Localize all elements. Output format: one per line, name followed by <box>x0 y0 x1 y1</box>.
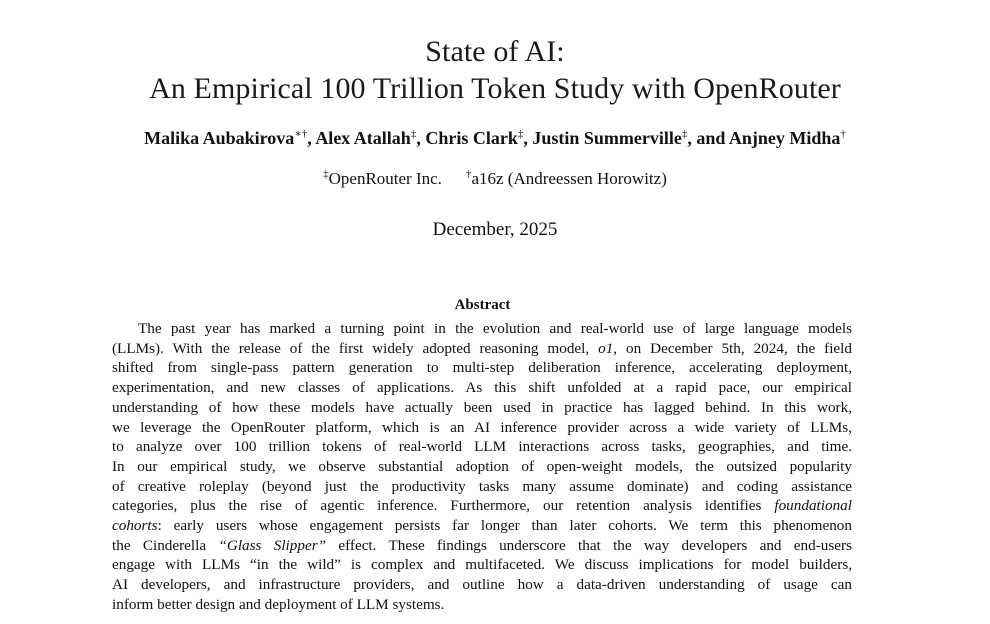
author-affiliation-mark: † <box>840 128 846 140</box>
author-affiliation-mark: ‡ <box>517 128 524 140</box>
author-list <box>0 124 990 152</box>
abstract-line <box>112 555 852 575</box>
abstract-line <box>112 437 852 457</box>
author-separator: , <box>416 128 426 148</box>
abstract-text: AI developers, and infrastructure providers, and outline how a data-driven understanding of usage can <box>112 576 852 594</box>
abstract-text: categories, plus the rise of agentic inference. Furthermore, our retention analysis identifies <box>112 497 775 515</box>
abstract-text: the Cinderella <box>112 536 219 554</box>
abstract-text: to analyze over 100 trillion tokens of real-world LLM interactions across tasks, geographies, and time. <box>112 438 852 456</box>
affiliation-mark: ‡ <box>323 168 329 180</box>
author-affiliation-mark: ‡ <box>681 128 688 140</box>
abstract-text: shifted from single-pass pattern generation to multi-step deliberation inference, accelerating deployment, <box>112 359 852 377</box>
author-affiliation-mark: ∗† <box>294 128 308 140</box>
paper-title-line-2: An Empirical 100 Trillion Token Study with OpenRouter <box>149 72 841 105</box>
abstract-emphasis: foundational <box>774 497 852 515</box>
abstract-text: of creative roleplay (beyond just the productivity tasks many assume dominate) and coding assistance <box>112 477 852 495</box>
abstract-text: engage with LLMs “in the wild” is complex and multifaceted. We discuss implications for model builders, <box>112 556 852 574</box>
author-separator: , <box>307 128 316 148</box>
abstract-heading: Abstract <box>454 297 511 313</box>
affiliation-name: OpenRouter Inc. <box>328 169 442 188</box>
abstract-emphasis: “Glass Slipper” <box>218 536 327 554</box>
abstract-emphasis: o1 <box>598 339 614 357</box>
abstract-text: effect. These findings underscore that the way developers and end-users <box>326 536 853 554</box>
abstract-line <box>112 496 852 516</box>
abstract-line <box>112 398 852 418</box>
author-name: Malika Aubakirova <box>144 128 295 148</box>
abstract-text: The past year has marked a turning point in the evolution and real-world use of large language models <box>138 320 852 337</box>
abstract-line <box>112 319 852 339</box>
author-separator: , <box>523 128 533 148</box>
abstract-line <box>112 457 852 477</box>
paper-title-line-1: State of AI: <box>425 35 565 68</box>
author-name: Chris Clark <box>425 128 518 148</box>
abstract-line <box>112 339 852 359</box>
abstract-line <box>112 418 852 438</box>
abstract-line <box>112 575 852 595</box>
abstract-text: In our empirical study, we observe substantial adoption of open-weight models, the outsized popularity <box>112 457 852 475</box>
abstract-text: we leverage the OpenRouter platform, which is an AI inference provider across a wide variety of LLMs, <box>112 418 852 436</box>
author-name: Alex Atallah <box>315 128 411 148</box>
abstract-text: (LLMs). With the release of the first widely adopted reasoning model, <box>112 339 599 357</box>
abstract-text: inform better design and deployment of LLM systems. <box>112 595 445 613</box>
affiliation-list <box>0 165 990 193</box>
abstract-line <box>112 477 852 497</box>
abstract-text: : early users whose engagement persists far longer than later cohorts. We term this phenomenon <box>157 517 852 535</box>
author-name: Justin Summerville <box>532 128 682 148</box>
abstract-line <box>112 358 852 378</box>
abstract-text: understanding of how these models have actually been used in practice has lagged behind. In this work, <box>112 398 852 416</box>
author-affiliation-mark: ‡ <box>410 128 417 140</box>
publication-date: December, 2025 <box>432 219 558 240</box>
abstract-line <box>112 378 852 398</box>
abstract-text: , on December 5th, 2024, the field <box>613 339 852 357</box>
abstract-emphasis: cohorts <box>112 517 158 535</box>
abstract-text: experimentation, and new classes of applications. As this shift unfolded at a rapid pace, our empirical <box>112 379 852 397</box>
author-separator: , and <box>687 128 729 148</box>
abstract-line <box>112 595 852 615</box>
abstract-body <box>112 319 852 615</box>
author-name: Anjney Midha <box>728 128 841 148</box>
abstract-line <box>112 516 852 536</box>
abstract-line <box>112 536 852 556</box>
affiliation-name: a16z (Andreessen Horowitz) <box>471 169 667 188</box>
affiliation-mark: † <box>465 168 472 180</box>
